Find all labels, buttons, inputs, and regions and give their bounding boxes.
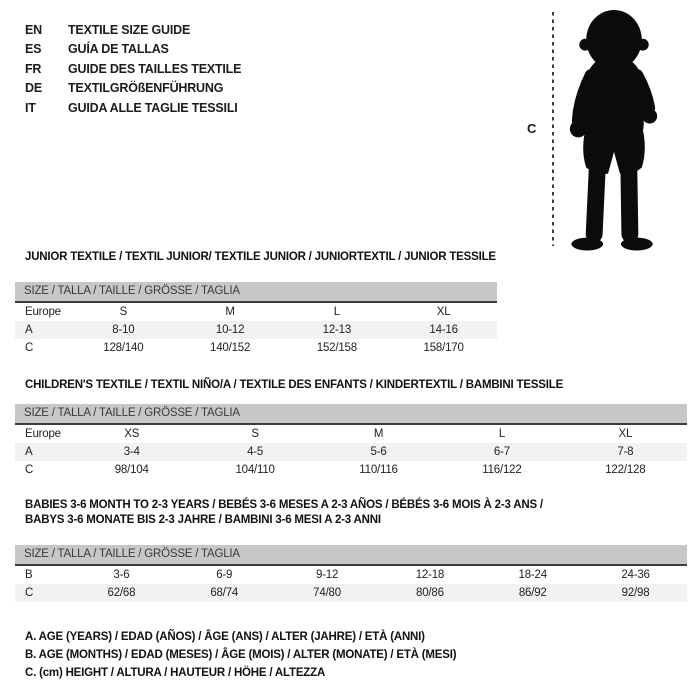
language-row [25,79,241,99]
size-cell: M [225,306,235,318]
babies-textile-section [15,498,687,602]
section-title-line: CHILDREN'S TEXTILE / TEXTIL NIÑO/A / TEXTILE DES ENFANTS / KINDERTEXTIL / BAMBINI TESSILE [25,379,564,391]
language-code: ES [25,42,42,57]
size-cell: 158/170 [423,342,464,354]
section-title [15,378,687,393]
height-measure-label: C [527,121,537,136]
size-cell: XS [124,428,140,440]
language-label: TEXTILGRÖßENFÜHRUNG [68,81,224,96]
language-row [25,98,241,118]
size-cell: 6-9 [216,569,233,581]
section-title [15,498,687,528]
size-cell: 128/140 [103,342,144,354]
row-label: B [25,569,33,581]
footnote-line: C. (cm) HEIGHT / ALTURA / HAUTEUR / HÖHE / ALTEZZA [25,667,326,679]
size-cell: S [119,306,128,318]
size-cell: 12-13 [322,324,352,336]
size-cell: 3-6 [113,569,130,581]
row-label: A [25,446,33,458]
size-table [15,303,497,357]
size-cell: 74/80 [313,587,341,599]
size-table [15,425,687,479]
size-cell: L [333,306,340,318]
size-cell: 86/92 [518,587,547,599]
size-cell: S [251,428,259,440]
size-cell: 122/128 [605,464,646,476]
size-cell: L [498,428,506,440]
size-header-bar: SIZE / TALLA / TAILLE / GRÖSSE / TAGLIA [15,282,497,303]
size-cell: 140/152 [210,342,251,354]
table-row [15,303,497,321]
size-cell: 5-6 [370,446,387,458]
size-cell: 7-8 [617,446,634,458]
language-label: GUÍA DE TALLAS [68,42,169,57]
language-code: DE [25,81,42,96]
table-row [15,321,497,339]
size-cell: 8-10 [112,324,135,336]
size-cell: 4-5 [247,446,264,458]
language-label: GUIDE DES TAILLES TEXTILE [68,61,242,76]
language-code: EN [25,22,42,37]
toddler-silhouette-icon [558,6,670,252]
table-row [15,339,497,357]
section-title [15,250,497,265]
footnote-line: B. AGE (MONTHS) / EDAD (MESES) / ÂGE (MOIS) / ALTER (MONATE) / ETÀ (MESI) [25,649,457,661]
section-title-line: BABYS 3-6 MONATE BIS 2-3 JAHRE / BAMBINI 3-6 MESI A 2-3 ANNI [25,514,381,526]
section-title-line: BABIES 3-6 MONTH TO 2-3 YEARS / BEBÉS 3-6 MESES A 2-3 AÑOS / BÉBÉS 3-6 MOIS À 2-3 ANS / [25,499,543,511]
table-row [15,584,687,602]
language-row [25,20,241,40]
height-measure-line [552,12,554,246]
language-code: IT [25,100,36,115]
table-row [15,461,687,479]
size-cell: 116/122 [482,464,522,476]
size-header-bar: SIZE / TALLA / TAILLE / GRÖSSE / TAGLIA [15,545,687,566]
language-list [25,20,241,118]
junior-textile-section [15,250,497,357]
size-cell: XL [436,306,451,318]
row-label: Europe [25,428,61,440]
row-label: C [25,587,34,599]
size-cell: 12-18 [415,569,445,581]
language-row [25,59,241,79]
language-label: GUIDA ALLE TAGLIE TESSILI [68,100,238,115]
size-cell: 9-12 [315,569,339,581]
size-table [15,566,687,602]
size-cell: 98/104 [114,464,149,476]
size-cell: 24-36 [621,569,650,581]
size-cell: 3-4 [123,446,140,458]
size-cell: M [373,428,384,440]
size-cell: 80/86 [416,587,444,599]
language-label: TEXTILE SIZE GUIDE [68,22,191,37]
size-cell: 104/110 [235,464,275,476]
footnotes [25,628,456,682]
size-cell: 92/98 [621,587,650,599]
row-label: C [25,342,34,354]
row-label: Europe [25,306,61,318]
table-row [15,425,687,443]
table-row [15,566,687,584]
size-cell: 10-12 [215,324,245,336]
row-label: C [25,464,34,476]
row-label: A [25,324,33,336]
language-row [25,40,241,60]
size-header-bar: SIZE / TALLA / TAILLE / GRÖSSE / TAGLIA [15,404,687,425]
size-cell: 6-7 [493,446,510,458]
language-code: FR [25,61,42,76]
size-cell: XL [618,428,633,440]
footnote-line: A. AGE (YEARS) / EDAD (AÑOS) / ÂGE (ANS) / ALTER (JAHRE) / ETÀ (ANNI) [25,631,425,643]
size-cell: 14-16 [429,324,458,336]
size-cell: 68/74 [210,587,239,599]
size-cell: 152/158 [316,342,357,354]
section-title-line: JUNIOR TEXTILE / TEXTIL JUNIOR/ TEXTILE JUNIOR / JUNIORTEXTIL / JUNIOR TESSILE [25,251,496,263]
size-cell: 18-24 [518,569,547,581]
table-row [15,443,687,461]
childrens-textile-section [15,378,687,479]
size-cell: 110/116 [359,464,398,476]
size-cell: 62/68 [107,587,136,599]
